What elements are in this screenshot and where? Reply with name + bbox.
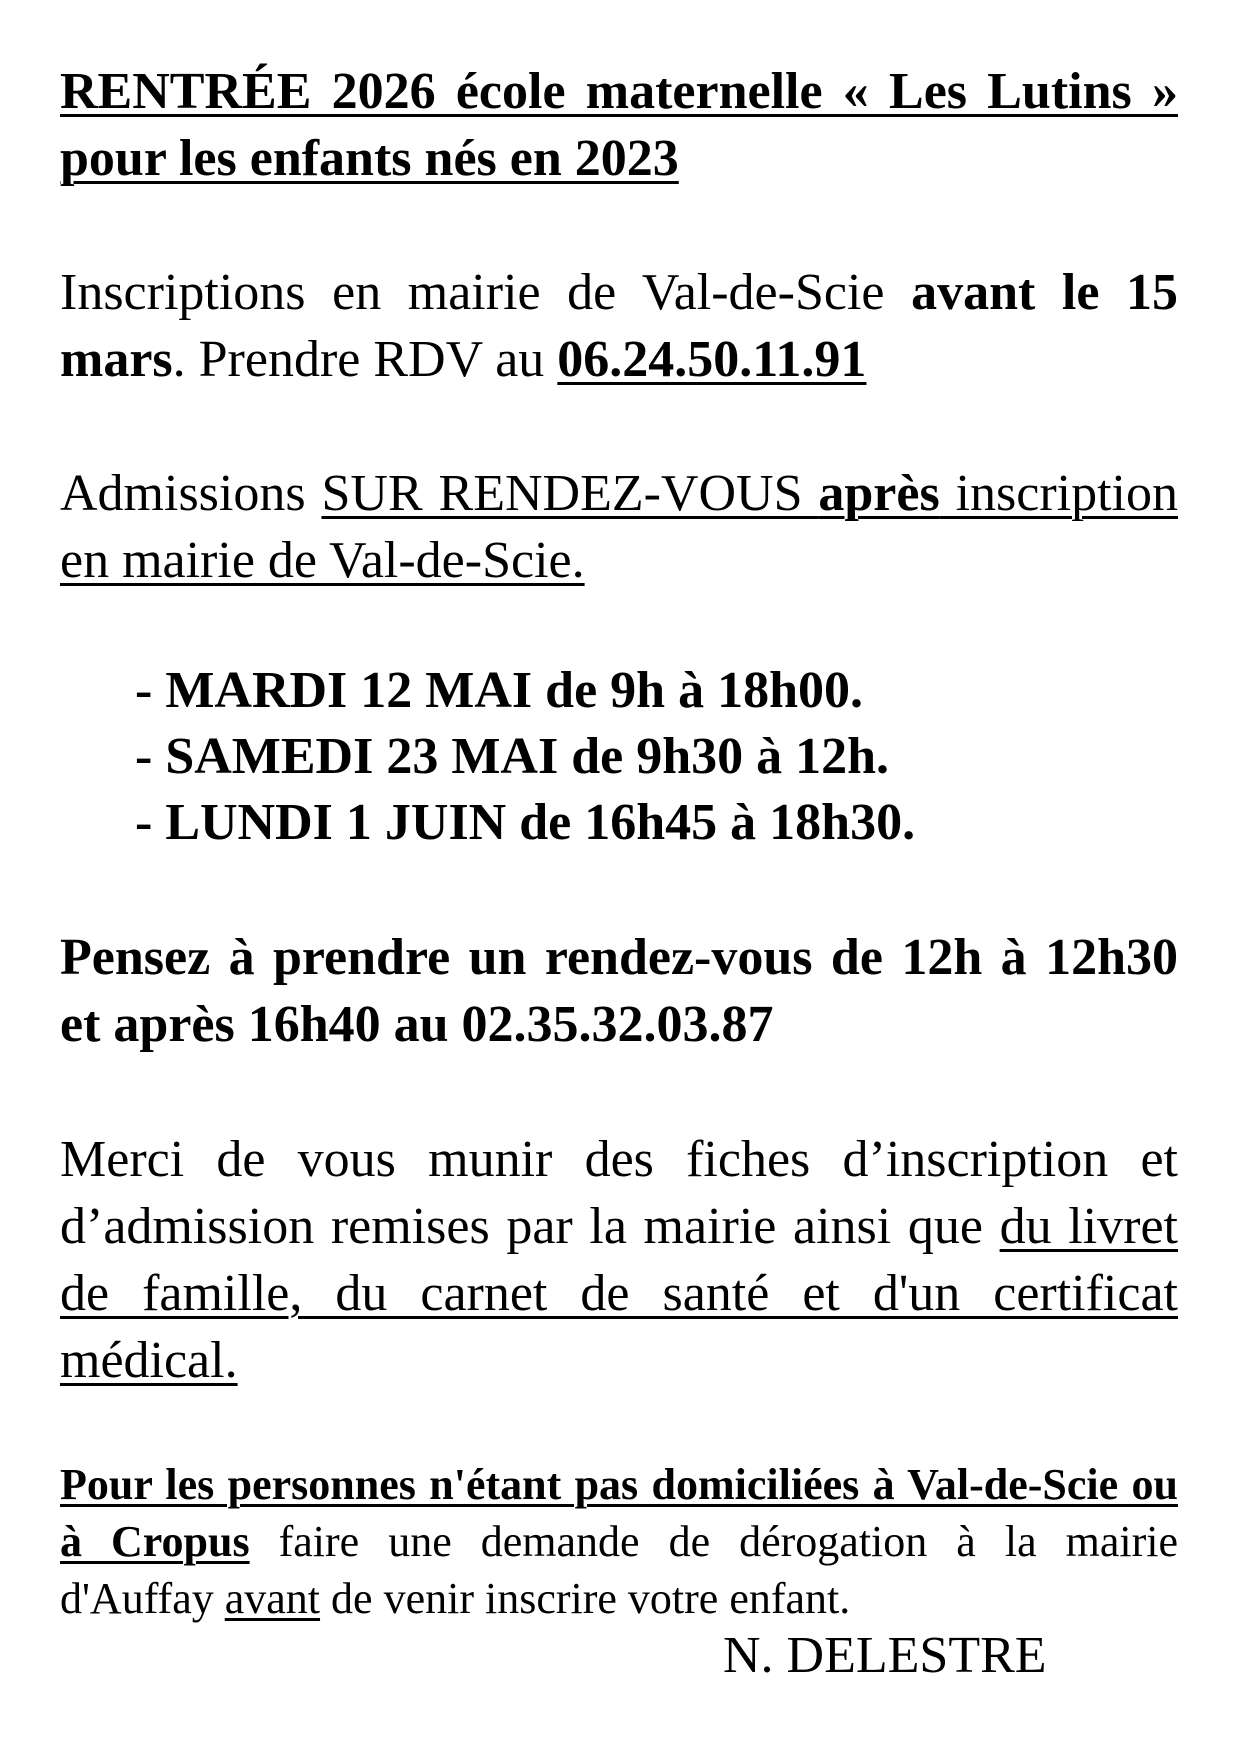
documents-paragraph (60, 1126, 1178, 1394)
notice-document (60, 58, 1178, 1627)
documents-items: du livret de famille, du carnet de santé et d'un certificat médical. (60, 1198, 1178, 1389)
inscriptions-phone: 06.24.50.11.91 (557, 331, 867, 388)
derogation-end: de venir inscrire votre enfant. (320, 1574, 851, 1623)
reminder-paragraph: Pensez à prendre un rendez-vous de 12h à 12h30 et après 16h40 au 02.35.32.03.87 (60, 929, 1178, 1053)
signature: N. DELESTRE (723, 1627, 1047, 1684)
admissions-lead: Admissions (60, 465, 322, 522)
inscriptions-middle: . Prendre RDV au (172, 331, 558, 388)
inscriptions-deadline: avant le 15 mars (60, 264, 1179, 388)
admissions-appointment: SUR RENDEZ-VOUS (321, 465, 819, 522)
derogation-paragraph (60, 1456, 1178, 1627)
admissions-rest: inscription en mairie de Val-de-Scie. (60, 465, 1178, 589)
title-text: RENTRÉE 2026 école maternelle « Les Lutins » pour les enfants nés en 2023 (60, 63, 1178, 187)
inscriptions-paragraph (60, 259, 1178, 393)
derogation-mid: faire une demande de dérogation à la mairie d'Auffay (60, 1517, 1178, 1623)
schedule-list (60, 658, 1178, 856)
documents-lead: Merci de vous munir des fiches d’inscription et d’admission remises par la mairie ainsi que (60, 1131, 1178, 1255)
admissions-after: après (818, 465, 940, 522)
derogation-who: Pour les personnes n'étant pas domiciliées à Val-de-Scie ou à Cropus (60, 1460, 1178, 1566)
schedule-item: - MARDI 12 MAI de 9h à 18h00. (135, 662, 863, 719)
schedule-item: - LUNDI 1 JUIN de 16h45 à 18h30. (135, 794, 916, 851)
schedule-item: - SAMEDI 23 MAI de 9h30 à 12h. (135, 728, 890, 785)
derogation-before: avant (224, 1574, 321, 1623)
notice-title (60, 58, 1178, 192)
admissions-paragraph (60, 460, 1178, 594)
inscriptions-lead: Inscriptions en mairie de Val-de-Scie (60, 264, 912, 321)
